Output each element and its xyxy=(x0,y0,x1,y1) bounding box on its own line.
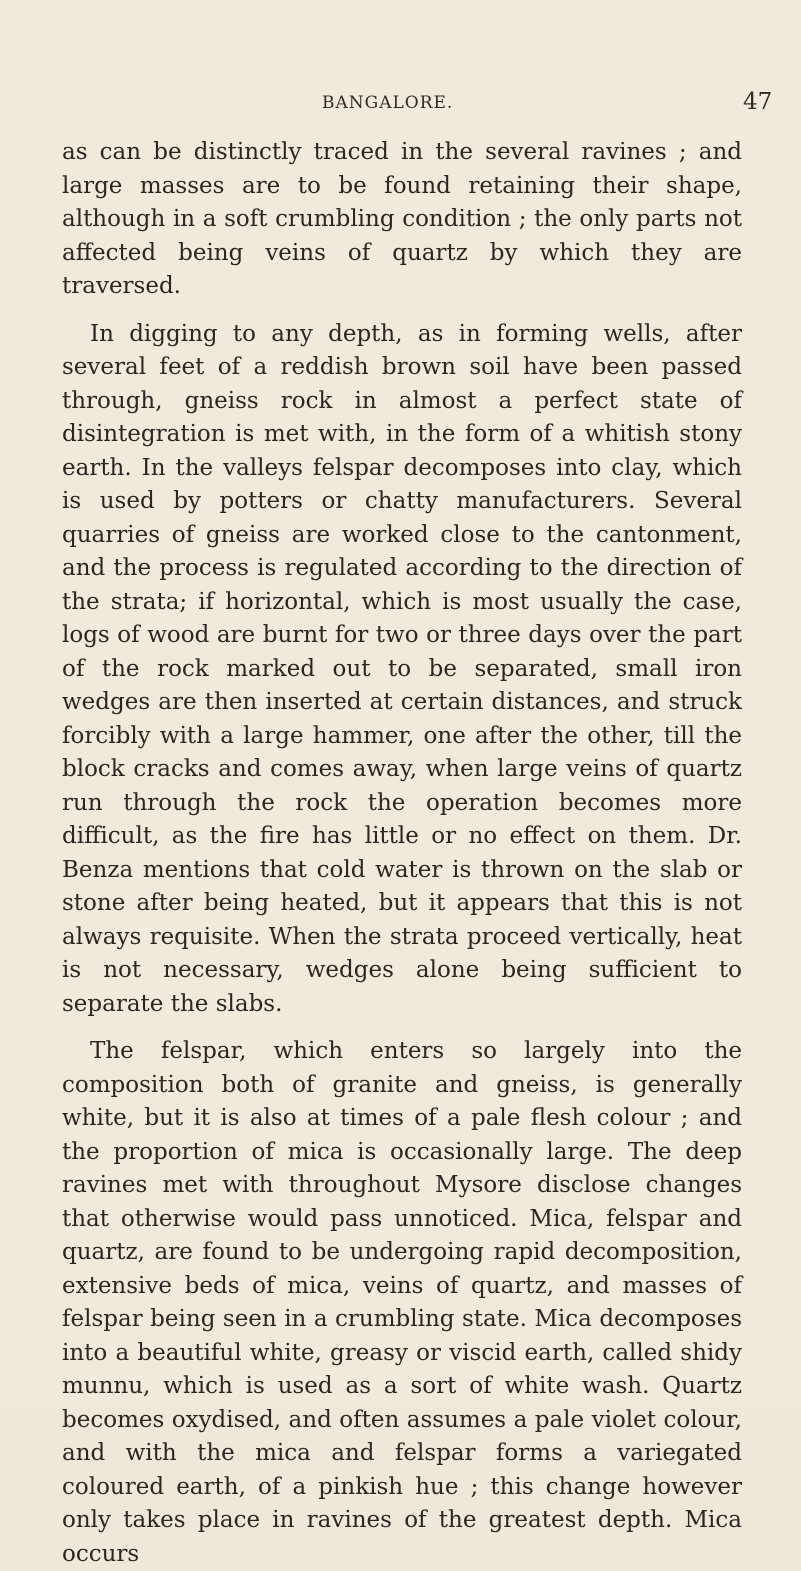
body-text xyxy=(62,136,742,1571)
paragraph-digging-wells: In digging to any depth, as in forming wells, after several feet of a reddish brown soil have been passed through, gneiss rock in almost a perfect state of disintegration is met with, in the form of a whitish stony earth. In the valleys felspar decomposes into clay, which is used by potters or chatty manufacturers. Several quarries of gneiss are worked close to the cantonment, and the process is regulated according to the direction of the strata; if horizontal, which is most usually the case, logs of wood are burnt for two or three days over the part of the rock marked out to be separated, small iron wedges are then inserted at certain distances, and struck forcibly with a large hammer, one after the other, till the block cracks and comes away, when large veins of quartz run through the rock the operation becomes more difficult, as the fire has little or no effect on them. Dr. Benza mentions that cold water is thrown on the slab or stone after being heated, but it appears that this is not always requisite. When the strata proceed vertically, heat is not necessary, wedges alone being sufficient to separate the slabs. xyxy=(62,320,742,1017)
page-header xyxy=(0,89,801,119)
running-title: BANGALORE. xyxy=(322,93,454,113)
paragraph-continued: as can be distinctly traced in the several ravines ; and large masses are to be found retaining their shape, although in a soft crumbling condition ; the only parts not affected being veins of quartz by which they are traversed. xyxy=(62,139,742,299)
page-number: 47 xyxy=(743,89,773,115)
paragraph-felspar: The felspar, which enters so largely into the composition both of granite and gneiss, is generally white, but it is also at times of a pale flesh colour ; and the proportion of mica is occasionally large. The deep ravines met with throughout Mysore disclose changes that otherwise would pass unnoticed. Mica, felspar and quartz, are found to be undergoing rapid decomposition, extensive beds of mica, veins of quartz, and masses of felspar being seen in a crumbling state. Mica decomposes into a beautiful white, greasy or viscid earth, called shidy munnu, which is used as a sort of white wash. Quartz becomes oxydised, and often assumes a pale violet colour, and with the mica and felspar forms a variegated coloured earth, of a pinkish hue ; this change however only takes place in ravines of the greatest depth. Mica occurs xyxy=(62,1038,742,1567)
